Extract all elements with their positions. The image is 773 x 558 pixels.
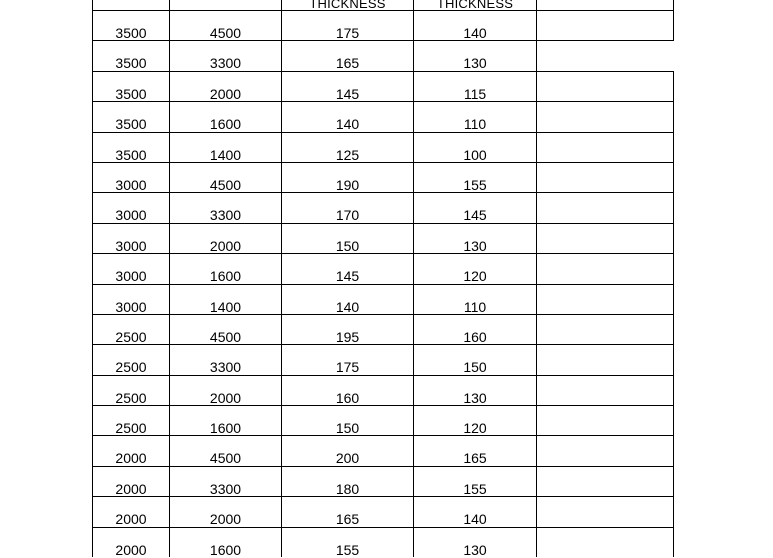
table-cell: 160 <box>413 315 536 344</box>
table-cell <box>536 376 674 405</box>
table-cell: 140 <box>281 285 413 314</box>
table-row <box>92 527 674 557</box>
table-cell: 130 <box>413 224 536 253</box>
table-cell: 3000 <box>92 285 169 314</box>
table-row <box>92 253 674 283</box>
table-cell: 120 <box>413 406 536 435</box>
table-cell: 2000 <box>169 376 281 405</box>
table-cell <box>536 285 674 314</box>
table-cell: 3500 <box>92 102 169 131</box>
table-cell: 3500 <box>92 11 169 40</box>
table-cell: 1600 <box>169 102 281 131</box>
table-cell: 165 <box>281 41 413 70</box>
table-cell <box>536 406 674 435</box>
header-cell <box>92 0 169 10</box>
table-body <box>92 10 674 557</box>
table-row <box>92 466 674 496</box>
table-row <box>92 375 674 405</box>
table-cell: 3000 <box>92 224 169 253</box>
table-cell: 3000 <box>92 163 169 192</box>
table-row <box>92 10 674 40</box>
table-cell: 1400 <box>169 133 281 162</box>
table-cell: 3500 <box>92 72 169 101</box>
table-cell: 155 <box>281 528 413 557</box>
table-cell: 145 <box>281 254 413 283</box>
table-cell: 100 <box>413 133 536 162</box>
table-cell <box>536 345 674 374</box>
table-cell: 2500 <box>92 345 169 374</box>
table-cell: 150 <box>413 345 536 374</box>
table-cell <box>536 102 674 131</box>
table-cell: 165 <box>281 497 413 526</box>
table-cell: 4500 <box>169 436 281 465</box>
table-cell: 195 <box>281 315 413 344</box>
table-cell: 140 <box>413 497 536 526</box>
table-cell <box>536 436 674 465</box>
table-cell <box>536 254 674 283</box>
table-cell: 3300 <box>169 193 281 222</box>
table-cell: 2000 <box>169 72 281 101</box>
table-cell: 4500 <box>169 11 281 40</box>
table-cell: 3000 <box>92 193 169 222</box>
table-cell: 2500 <box>92 315 169 344</box>
table-header-row <box>92 0 674 10</box>
table-cell: 165 <box>413 436 536 465</box>
table-cell: 190 <box>281 163 413 192</box>
table-row <box>92 132 674 162</box>
table-cell: 125 <box>281 133 413 162</box>
table-cell: 150 <box>281 224 413 253</box>
table-row <box>92 435 674 465</box>
table-cell <box>536 467 674 496</box>
table-cell: 110 <box>413 285 536 314</box>
table-cell: 110 <box>413 102 536 131</box>
table-cell: 4500 <box>169 315 281 344</box>
table-cell: 1400 <box>169 285 281 314</box>
table-cell: 130 <box>413 376 536 405</box>
table-cell: 2000 <box>169 497 281 526</box>
table-cell: 3300 <box>169 467 281 496</box>
table-cell: 130 <box>413 528 536 557</box>
table-cell: 200 <box>281 436 413 465</box>
table-cell: 155 <box>413 163 536 192</box>
table-cell <box>536 41 674 70</box>
table-cell: 1600 <box>169 406 281 435</box>
table-cell: 2000 <box>169 224 281 253</box>
table-row <box>92 344 674 374</box>
table-row <box>92 496 674 526</box>
table-cell: 140 <box>413 11 536 40</box>
table-cell <box>536 193 674 222</box>
table-cell: 170 <box>281 193 413 222</box>
table-cell: 140 <box>281 102 413 131</box>
table-cell: 2000 <box>92 497 169 526</box>
table-cell: 3500 <box>92 133 169 162</box>
table-row <box>92 223 674 253</box>
table-cell <box>536 528 674 557</box>
table-cell <box>536 11 674 40</box>
table-cell: 155 <box>413 467 536 496</box>
table-cell <box>536 497 674 526</box>
table-row <box>92 405 674 435</box>
header-cell-thickness-1: THICKNESS <box>281 0 413 10</box>
table-cell: 3300 <box>169 41 281 70</box>
table-cell: 180 <box>281 467 413 496</box>
table-cell: 150 <box>281 406 413 435</box>
table-cell: 2500 <box>92 376 169 405</box>
table-row <box>92 192 674 222</box>
table-cell: 2000 <box>92 528 169 557</box>
table-cell: 2000 <box>92 467 169 496</box>
table-cell: 120 <box>413 254 536 283</box>
table-row <box>92 284 674 314</box>
table-row <box>92 314 674 344</box>
table-cell: 145 <box>413 193 536 222</box>
table-cell <box>536 72 674 101</box>
header-cell <box>536 0 674 10</box>
table-cell <box>536 315 674 344</box>
table-cell <box>536 133 674 162</box>
table-cell <box>536 224 674 253</box>
table-cell: 1600 <box>169 254 281 283</box>
table-cell: 1600 <box>169 528 281 557</box>
table-cell: 3000 <box>92 254 169 283</box>
header-cell-thickness-2: THICKNESS <box>413 0 536 10</box>
thickness-table <box>92 0 674 557</box>
table-row <box>92 71 674 101</box>
table-cell: 145 <box>281 72 413 101</box>
table-cell: 115 <box>413 72 536 101</box>
table-cell <box>536 163 674 192</box>
table-cell: 4500 <box>169 163 281 192</box>
table-row <box>92 101 674 131</box>
header-cell <box>169 0 281 10</box>
table-cell: 3500 <box>92 41 169 70</box>
table-cell: 130 <box>413 41 536 70</box>
table-cell: 2500 <box>92 406 169 435</box>
table-cell: 175 <box>281 345 413 374</box>
table-row <box>92 40 674 70</box>
table-row <box>92 162 674 192</box>
table-cell: 160 <box>281 376 413 405</box>
table-cell: 175 <box>281 11 413 40</box>
table-cell: 2000 <box>92 436 169 465</box>
table-cell: 3300 <box>169 345 281 374</box>
